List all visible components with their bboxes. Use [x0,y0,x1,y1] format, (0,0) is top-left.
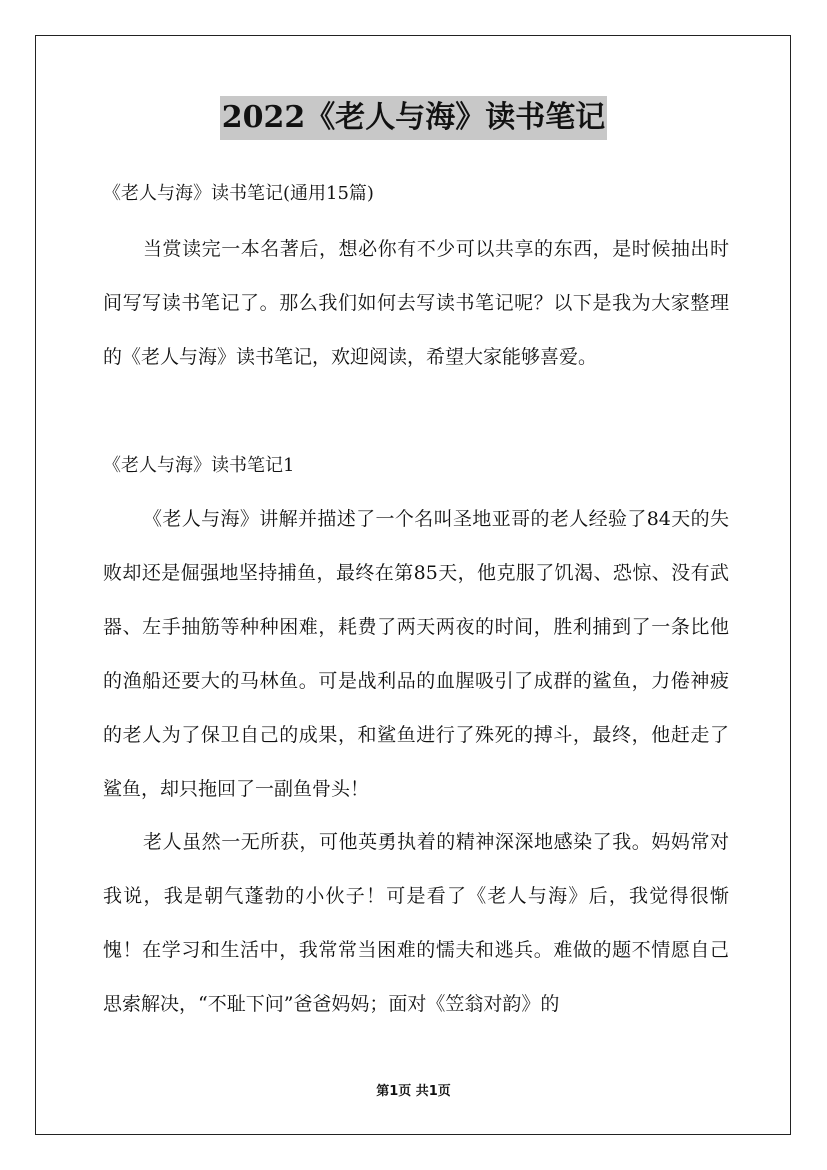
page-number-label: 第1页 共1页 [376,1084,451,1099]
section-heading: 《老人与海》读书笔记1 [103,455,295,476]
title-wrap [0,96,827,140]
page-footer [0,1083,827,1101]
document-title: 2022《老人与海》读书笔记 [220,96,608,140]
body-paragraph-2: 老人虽然一无所获，可他英勇执着的精神深深地感染了我。妈妈常对我说，我是朝气蓬勃的小伙子！可是看了《老人与海》后，我觉得很惭愧！在学习和生活中，我常常当困难的懦夫和逃兵。难做的题不情愿自己思索解决，“不耻下问”爸爸妈妈；面对《笠翁对韵》的 [103,831,729,1015]
document-subtitle: 《老人与海》读书笔记(通用15篇) [103,183,374,204]
intro-paragraph: 当赏读完一本名著后，想必你有不少可以共享的东西，是时候抽出时间写写读书笔记了。那么我们如何去写读书笔记呢？以下是我为大家整理的《老人与海》读书笔记，欢迎阅读，希望大家能够喜爱。 [103,238,729,368]
body-paragraph-1: 《老人与海》讲解并描述了一个名叫圣地亚哥的老人经验了84天的失败却还是倔强地坚持捕鱼，最终在第85天，他克服了饥渴、恐惊、没有武器、左手抽筋等种种困难，耗费了两天两夜的时间，胜利捕到了一条比他的渔船还要大的马林鱼。可是战利品的血腥吸引了成群的鲨鱼，力倦神疲的老人为了保卫自己的成果，和鲨鱼进行了殊死的搏斗，最终，他赶走了鲨鱼，却只拖回了一副鱼骨头！ [103,508,729,800]
